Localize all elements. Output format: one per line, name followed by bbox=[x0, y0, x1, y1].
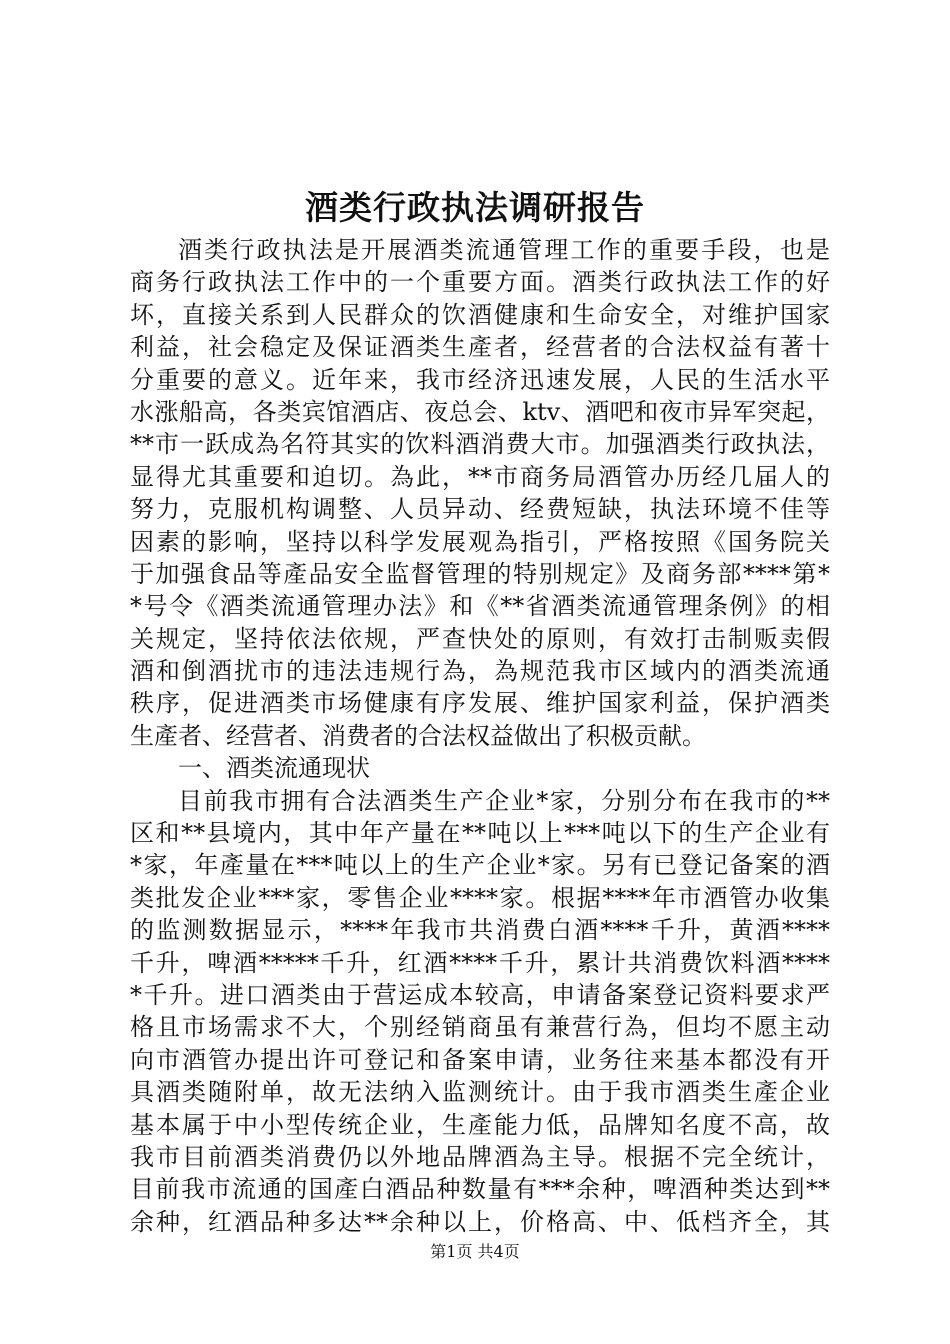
text-line: 余种，红酒品种多达**余种以上，价格高、中、低档齐全，其 bbox=[130, 1207, 830, 1236]
text-line: 分重要的意义。近年来，我市经济迅速发展，人民的生活水平 bbox=[130, 365, 830, 394]
text-line: 我市目前酒类消费仍以外地品牌酒為主导。根据不完全统计， bbox=[130, 1142, 830, 1171]
text-line: 区和**县境内，其中年产量在**吨以上***吨以下的生产企业有 bbox=[130, 819, 830, 848]
text-line: *家，年產量在***吨以上的生产企业*家。另有已登记备案的酒 bbox=[130, 851, 830, 880]
page-number: 第1页 共4页 bbox=[430, 1242, 520, 1261]
text-line: 水涨船高，各类宾馆酒店、夜总会、ktv、酒吧和夜市异军突起， bbox=[130, 397, 830, 426]
text-line: 于加强食品等產品安全监督管理的特别规定》及商务部****第* bbox=[130, 559, 830, 588]
text-line: 显得尤其重要和迫切。為此，**市商务局酒管办历经几届人的 bbox=[130, 462, 830, 491]
text-line: 类批发企业***家，零售企业****家。根据****年市酒管办收集 bbox=[130, 883, 830, 912]
text-line: **市一跃成為名符其实的饮料酒消费大市。加强酒类行政执法， bbox=[130, 430, 830, 459]
text-line: 目前我市流通的国產白酒品种数量有***余种，啤酒种类达到** bbox=[130, 1175, 830, 1204]
section-heading: 一、酒类流通现状 bbox=[178, 754, 370, 783]
text-line: 商务行政执法工作中的一个重要方面。酒类行政执法工作的好 bbox=[130, 268, 830, 297]
document-body bbox=[130, 234, 830, 1238]
text-line: 坏，直接关系到人民群众的饮酒健康和生命安全，对维护国家 bbox=[130, 300, 830, 329]
text-line: 生產者、经营者、消费者的合法权益做出了积极贡献。 bbox=[130, 721, 706, 750]
text-line: 目前我市拥有合法酒类生产企业*家，分别分布在我市的** bbox=[178, 786, 830, 815]
text-line: 秩序，促进酒类市场健康有序发展、维护国家利益，保护酒类 bbox=[130, 689, 830, 718]
document-title: 酒类行政执法调研报告 bbox=[305, 188, 645, 227]
text-line: *号令《酒类流通管理办法》和《**省酒类流通管理条例》的相 bbox=[130, 592, 830, 621]
text-line: 努力，克服机构调整、人员异动、经费短缺，执法环境不佳等 bbox=[130, 495, 830, 524]
text-line: 向市酒管办提出许可登记和备案申请，业务往来基本都没有开 bbox=[130, 1045, 830, 1074]
text-line: 千升，啤酒*****千升，红酒****千升，累计共消费饮料酒**** bbox=[130, 948, 830, 977]
text-line: 关规定，坚持依法依规，严查快处的原则，有效打击制贩卖假 bbox=[130, 624, 830, 653]
text-line: 基本属于中小型传统企业，生產能力低，品牌知名度不高，故 bbox=[130, 1110, 830, 1139]
text-line: 酒和倒酒扰市的违法违规行為，為规范我市区域内的酒类流通 bbox=[130, 657, 830, 686]
text-line: 具酒类随附单，故无法纳入监测统计。由于我市酒类生產企业 bbox=[130, 1078, 830, 1107]
text-line: 酒类行政执法是开展酒类流通管理工作的重要手段，也是 bbox=[178, 236, 830, 264]
text-line: 的监测数据显示，****年我市共消费白酒****千升，黄酒**** bbox=[130, 916, 830, 945]
text-line: *千升。进口酒类由于营运成本较高，申请备案登记资料要求严 bbox=[130, 980, 830, 1009]
text-line: 利益，社会稳定及保证酒类生產者，经营者的合法权益有著十 bbox=[130, 333, 830, 362]
text-line: 格且市场需求不大，个别经销商虽有兼营行為，但均不愿主动 bbox=[130, 1013, 830, 1042]
text-line: 因素的影响，坚持以科学发展观為指引，严格按照《国务院关 bbox=[130, 527, 830, 556]
